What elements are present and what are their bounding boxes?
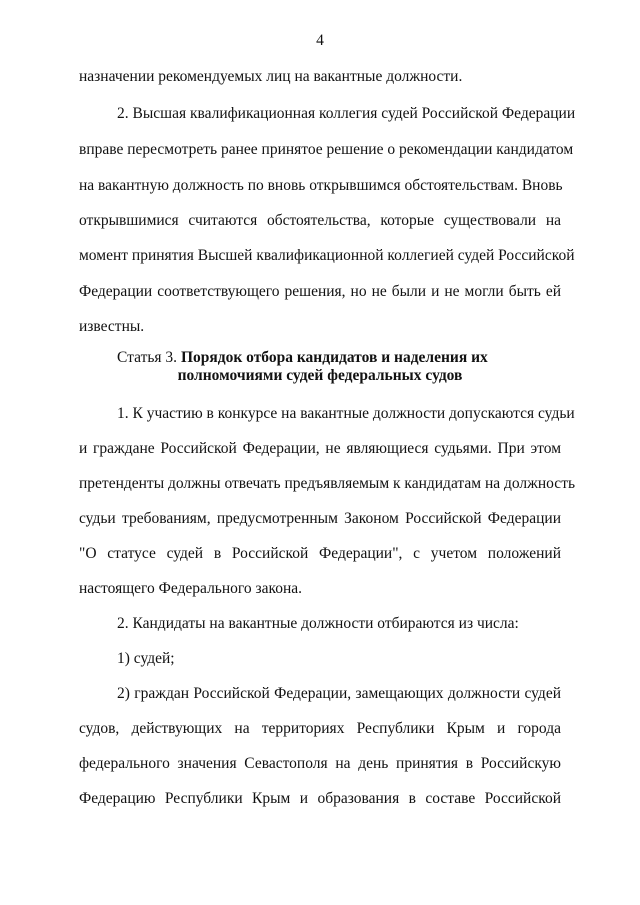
text-line: 2. Высшая квалификационная коллегия судей Российской Федерации bbox=[117, 105, 576, 122]
text-line: претенденты должны отвечать предъявляемым к кандидатам на должность bbox=[79, 475, 576, 492]
text-line: на вакантную должность по вновь открывшимся обстоятельствам. Вновь bbox=[79, 177, 563, 194]
text-line: Федерацию Республики Крым и образования в составе Российской bbox=[79, 790, 561, 807]
text-line: судов, действующих на территориях Республики Крым и города bbox=[79, 720, 561, 737]
text-line: настоящего Федерального закона. bbox=[79, 580, 303, 597]
text-line: 1) судей; bbox=[117, 650, 175, 667]
article-title: Порядок отбора кандидатов и наделения их bbox=[180, 349, 488, 366]
text-line: судьи требованиям, предусмотренным Законом Российской Федерации bbox=[79, 510, 561, 527]
article-number: Статья 3. bbox=[117, 349, 181, 366]
text-line: федерального значения Севастополя на день принятия в Российскую bbox=[79, 755, 561, 772]
text-line: назначении рекомендуемых лиц на вакантные должности. bbox=[79, 68, 463, 85]
article-heading bbox=[117, 348, 561, 368]
article-heading-continuation bbox=[79, 366, 561, 386]
text-line: 1. К участию в конкурсе на вакантные должности допускаются судьи bbox=[117, 405, 575, 422]
text-line: вправе пересмотреть ранее принятое решение о рекомендации кандидатом bbox=[79, 141, 574, 158]
page-number: 4 bbox=[316, 32, 324, 49]
article-title: полномочиями судей федеральных судов bbox=[177, 367, 463, 384]
text-line: момент принятия Высшей квалификационной коллегией судей Российской bbox=[79, 247, 575, 264]
text-line: известны. bbox=[79, 318, 145, 335]
text-line: Федерации соответствующего решения, но не были и не могли быть ей bbox=[79, 283, 561, 300]
text-line: 2. Кандидаты на вакантные должности отбираются из числа: bbox=[117, 615, 519, 632]
text-line: и граждане Российской Федерации, не являющиеся судьями. При этом bbox=[79, 440, 561, 457]
text-line: открывшимися считаются обстоятельства, которые существовали на bbox=[79, 212, 561, 229]
text-line: "О статусе судей в Российской Федерации", с учетом положений bbox=[79, 545, 561, 562]
text-line: 2) граждан Российской Федерации, замещающих должности судей bbox=[117, 685, 561, 702]
